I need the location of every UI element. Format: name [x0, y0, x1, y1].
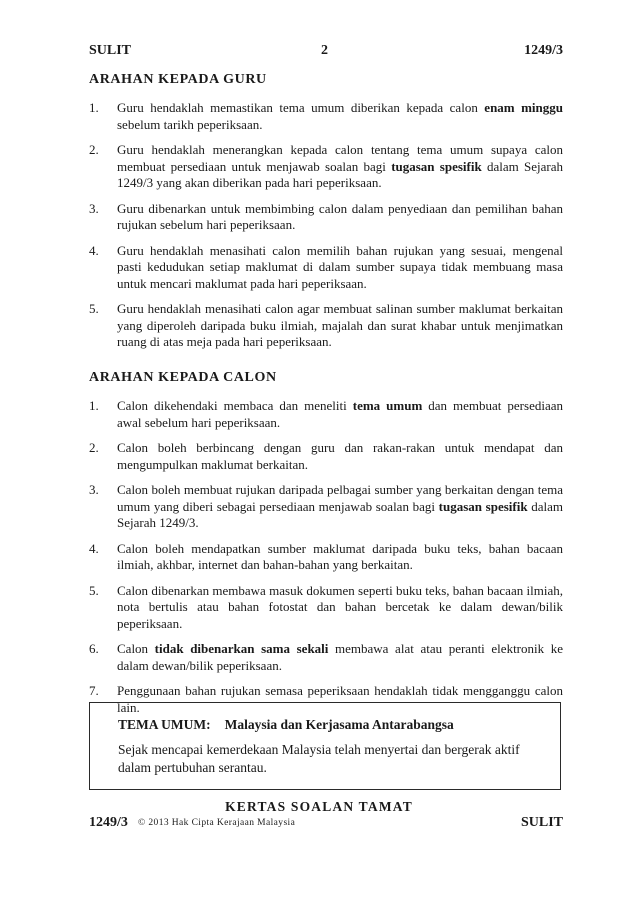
theme-box [89, 702, 561, 790]
item-number: 5. [89, 582, 99, 598]
item-text: dalam Sejarah 1249/3. [117, 498, 563, 530]
end-of-paper-text: KERTAS SOALAN TAMAT [225, 799, 413, 814]
list-item [89, 100, 563, 133]
list-item [89, 201, 563, 234]
item-number: 2. [89, 440, 99, 455]
list-item [89, 541, 563, 574]
item-number: 4. [89, 242, 99, 258]
item-emphasis: tugasan spesifik [438, 498, 528, 514]
item-number: 1. [89, 100, 99, 115]
item-text: Guru dibenarkan untuk membimbing calon dalam penyediaan dan pemilihan bahan rujukan sebelum hari peperiksaan. [117, 200, 563, 232]
item-number: 7. [89, 683, 99, 698]
item-text: Calon dibenarkan membawa masuk dokumen seperti buku teks, bahan bacaan ilmiah, nota bertulis atau bahan fotostat dan bahan bercetak ke dalam dewan/bilik peperiksaan. [117, 582, 563, 631]
header-classification: SULIT [89, 43, 132, 58]
item-text: Guru hendaklah memastikan tema umum diberikan kepada calon [117, 100, 485, 115]
candidate-instructions-list [89, 398, 563, 716]
item-text: Guru hendaklah menasihati calon memilih bahan rujukan yang sesuai, mengenal pasti kedudukan setiap maklumat di dalam sumber supaya tidak membuang masa untuk mencari maklumat pada hari peperiksaan. [117, 242, 563, 291]
teacher-instructions-title: ARAHAN KEPADA GURU [89, 72, 267, 87]
footer-copyright: © 2013 Hak Cipta Kerajaan Malaysia [138, 818, 296, 828]
item-text: Guru hendaklah menerangkan kepada calon tentang tema umum supaya calon membuat persediaan untuk menjawab soalan bagi [117, 142, 563, 174]
footer-classification: SULIT [520, 815, 563, 830]
theme-label: TEMA UMUM: [118, 717, 211, 732]
item-number: 1. [89, 398, 99, 413]
item-number: 2. [89, 142, 99, 157]
item-number: 3. [89, 482, 99, 497]
theme-description: Sejak mencapai kemerdekaan Malaysia telah menyertai dan bergerak aktif dalam pertubuhan serantau. [118, 742, 520, 775]
header-paper-code: 1249/3 [524, 43, 563, 58]
item-emphasis: enam minggu [484, 100, 564, 115]
list-item [89, 301, 563, 351]
item-text: Penggunaan bahan rujukan semasa peperiksaan hendaklah tidak mengganggu calon lain. [117, 683, 563, 715]
item-text: dalam Sejarah 1249/3 yang akan diberikan pada hari peperiksaan. [117, 158, 563, 190]
teacher-instructions-list [89, 100, 563, 351]
page-number: 2 [321, 43, 328, 58]
item-number: 3. [89, 200, 99, 216]
item-number: 4. [89, 540, 99, 556]
item-text: Calon boleh mendapatkan sumber maklumat daripada buku teks, bahan bacaan ilmiah, akhbar, internet dan bahan-bahan yang berkaitan. [117, 540, 563, 572]
list-item [89, 482, 563, 532]
footer-paper-code: 1249/3 [89, 815, 128, 830]
item-text: Calon boleh membuat rujukan daripada pelbagai sumber yang berkaitan dengan tema umum yang diberi sebagai persediaan menjawab soalan bagi [117, 482, 563, 514]
list-item [89, 142, 563, 192]
candidate-instructions-title: ARAHAN KEPADA CALON [89, 370, 277, 385]
list-item [89, 398, 563, 431]
item-text: Calon [117, 641, 155, 656]
theme-heading [118, 717, 454, 733]
list-item [89, 583, 563, 633]
item-text: Guru hendaklah menasihati calon agar membuat salinan sumber maklumat berkaitan yang diperoleh daripada buku ilmiah, majalah dan surat khabar untuk menjimatkan ruang di atas meja pada hari peperiksaan. [117, 301, 563, 349]
item-number: 5. [89, 301, 99, 316]
list-item [89, 641, 563, 674]
item-text: sebelum tarikh peperiksaan. [117, 116, 263, 132]
item-emphasis: tema umum [352, 398, 423, 413]
item-number: 6. [89, 641, 99, 656]
item-emphasis: tugasan spesifik [391, 158, 482, 174]
item-text: membawa alat atau peranti elektronik ke dalam dewan/bilik peperiksaan. [117, 641, 564, 673]
item-text: Calon boleh berbincang dengan guru dan rakan-rakan untuk mendapat dan mengumpulkan maklumat berkaitan. [117, 440, 563, 472]
item-text: Calon dikehendaki membaca dan meneliti [117, 398, 353, 413]
item-emphasis: tidak dibenarkan sama sekali [154, 641, 329, 656]
list-item [89, 243, 563, 293]
theme-title: Malaysia dan Kerjasama Antarabangsa [224, 717, 454, 732]
list-item [89, 440, 563, 473]
item-text: dan membuat persediaan awal sebelum hari peperiksaan. [117, 398, 563, 430]
